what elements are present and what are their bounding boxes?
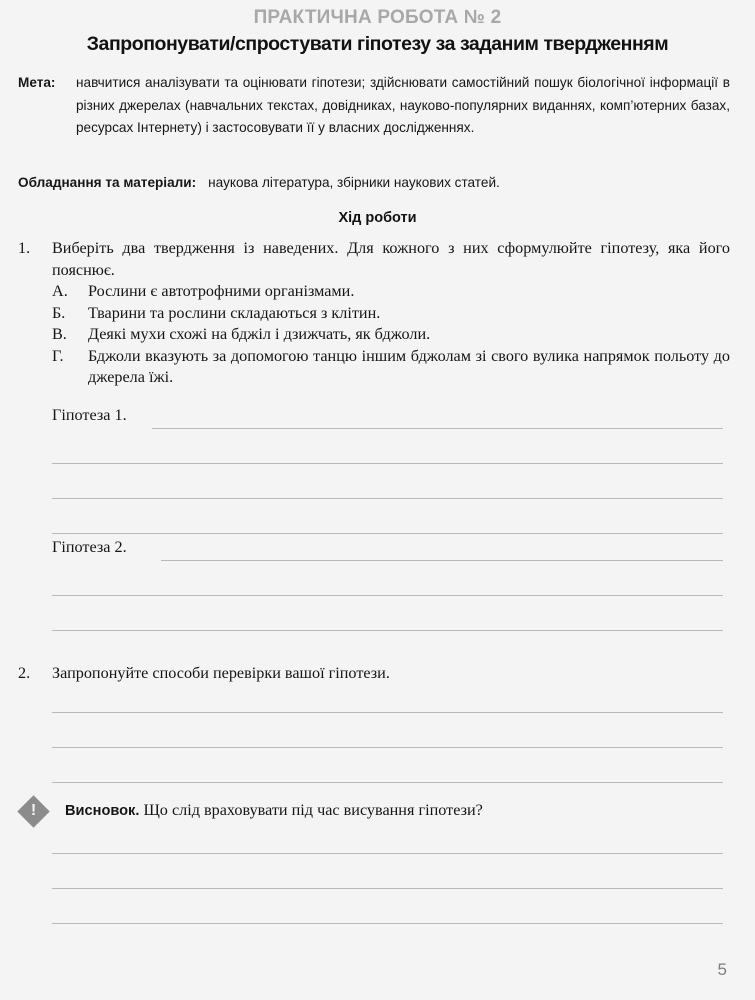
equipment-row: [18, 173, 730, 193]
answer-line-h2-2[interactable]: [52, 595, 723, 596]
answer-line-h2-3[interactable]: [52, 630, 723, 631]
option-a-letter: А.: [52, 282, 68, 300]
hypothesis-2-label: Гіпотеза 2.: [52, 538, 127, 556]
answer-line-t2-2[interactable]: [52, 747, 723, 748]
warning-diamond-icon: [18, 796, 49, 827]
page-number: 5: [717, 960, 727, 979]
procedure-heading: Хід роботи: [338, 210, 417, 226]
option-v: [18, 324, 730, 346]
option-b: [18, 303, 730, 325]
task-2: [18, 663, 730, 685]
conclusion-question: Що слід враховувати під час висування гіпотези?: [139, 801, 483, 819]
option-v-text: Деякі мухи схожі на бджіл і дзижчать, як бджоли.: [88, 325, 431, 343]
task-1-head: [18, 238, 730, 281]
option-a-text: Рослини є автотрофними організмами.: [88, 282, 355, 300]
answer-line-h2-1[interactable]: [161, 560, 723, 561]
answer-line-h1-1[interactable]: [152, 428, 723, 429]
goal-block: [18, 72, 730, 140]
answer-line-c-2[interactable]: [52, 888, 723, 889]
hypothesis-1-label: Гіпотеза 1.: [52, 406, 127, 424]
equipment-label: Обладнання та матеріали:: [18, 175, 197, 190]
task-1-number: 1.: [18, 239, 31, 257]
conclusion-lead: Висновок.: [65, 803, 140, 819]
answer-line-c-3[interactable]: [52, 923, 723, 924]
option-b-letter: Б.: [52, 303, 66, 322]
answer-line-c-1[interactable]: [52, 853, 723, 854]
equipment-text: наукова література, збірники наукових статей.: [208, 175, 500, 190]
task-1: [18, 238, 730, 389]
task-2-head: [18, 663, 730, 685]
practical-work-kicker: ПРАКТИЧНА РОБОТА № 2: [253, 7, 502, 28]
option-v-letter: В.: [52, 325, 67, 343]
option-g-letter: Г.: [52, 346, 64, 365]
option-g: [18, 346, 730, 389]
goal-text: навчитися аналізувати та оцінювати гіпотези; здійснювати самостійний пошук біологічної інформації в різних джерелах (навчальних текстах, довідниках, науково-популярних виданнях, комп’ютерних базах, ресурсах Інтернету) і застосовувати її у власних дослідженнях.: [76, 75, 730, 136]
option-g-text: Бджоли вказують за допомогою танцю іншим бджолам зі свого вулика напрямок польоту до джерела їжі.: [88, 346, 730, 386]
task-1-text: Виберіть два твердження із наведених. Для кожного з них сформулюйте гіпотезу, яка його пояснює.: [52, 239, 730, 279]
answer-line-h1-4[interactable]: [52, 533, 723, 534]
answer-line-t2-3[interactable]: [52, 782, 723, 783]
answer-line-h1-2[interactable]: [52, 463, 723, 464]
option-b-text: Тварини та рослини складаються з клітин.: [88, 303, 381, 322]
conclusion-text: [65, 801, 483, 820]
goal-row: [18, 72, 730, 140]
goal-label: Мета:: [18, 75, 56, 90]
exclamation-glyph: !: [30, 802, 37, 819]
task-2-number: 2.: [18, 664, 31, 682]
answer-line-h1-3[interactable]: [52, 498, 723, 499]
option-a: [18, 281, 730, 303]
task-2-text: Запропонуйте способи перевірки вашої гіпотези.: [52, 664, 390, 682]
answer-line-t2-1[interactable]: [52, 712, 723, 713]
page-title: Запропонувати/спростувати гіпотезу за заданим твердженням: [86, 33, 669, 55]
task-1-options: [18, 281, 730, 389]
